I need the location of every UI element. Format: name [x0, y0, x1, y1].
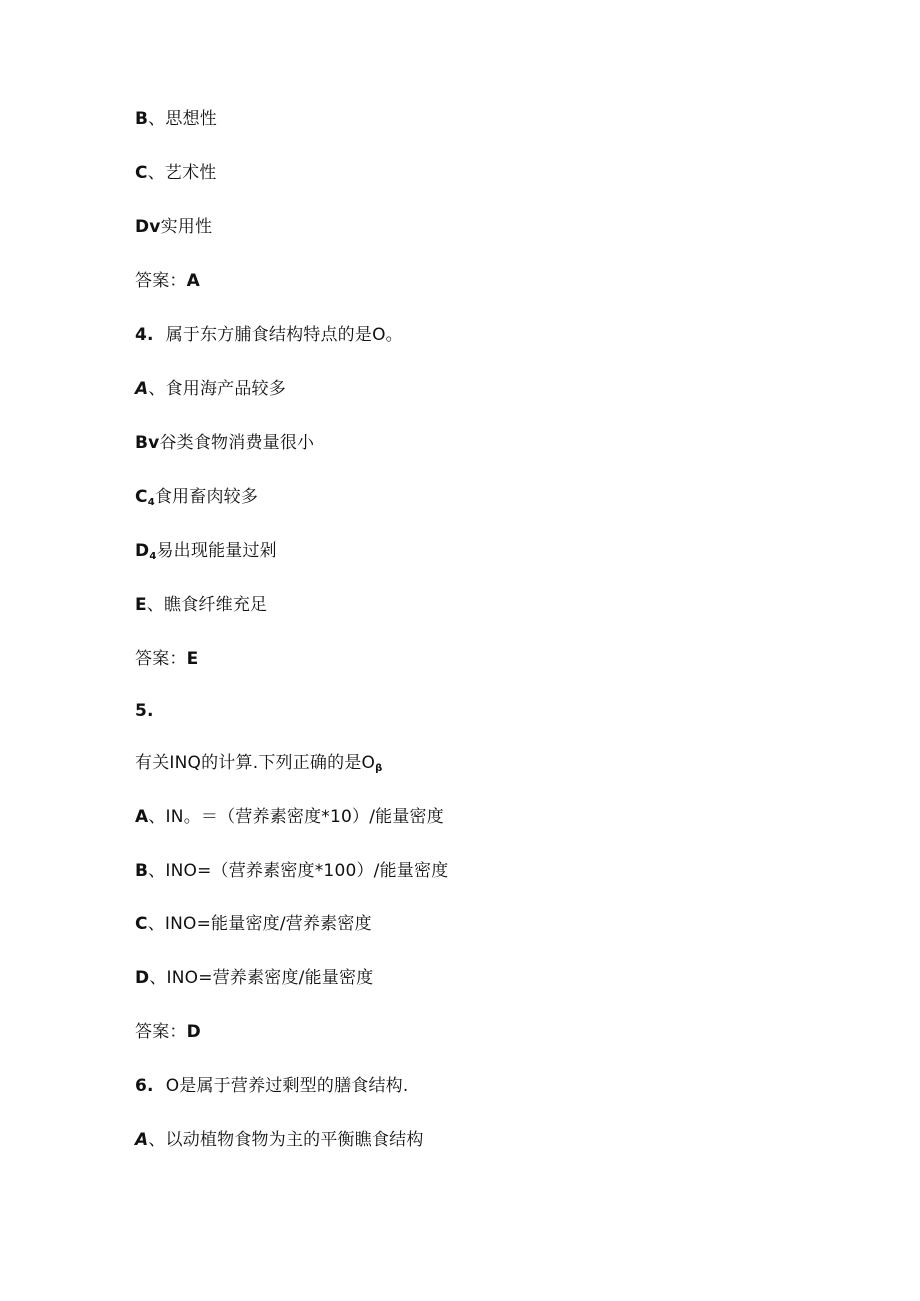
- option-label: A: [135, 807, 149, 827]
- question-text: 有关INQ的计算.下列正确的是O: [135, 753, 376, 773]
- option-a-line: [135, 806, 444, 828]
- option-label: A: [135, 379, 149, 399]
- option-b-line: [135, 108, 217, 130]
- option-label: Bv: [135, 433, 160, 453]
- option-label: C: [135, 487, 148, 507]
- option-d-line: [135, 967, 373, 989]
- answer-value: D: [186, 1022, 201, 1042]
- option-text: 、INO=（营养素密度*100）/能量密度: [148, 861, 449, 881]
- option-text: 、以动植物食物为主的平衡瞧食结构: [148, 1130, 424, 1150]
- question-number: 6.: [135, 1076, 154, 1096]
- question-5-number-line: [135, 700, 154, 722]
- question-text: 属于东方脯食结构特点的是O。: [165, 325, 403, 345]
- option-label: C: [135, 163, 148, 183]
- answer-label: 答案：: [135, 1022, 187, 1042]
- option-text: 、IN。＝（营养素密度*10）/能量密度: [148, 807, 444, 827]
- question-subscript: β: [375, 763, 383, 774]
- option-c-line: [135, 913, 372, 935]
- answer-label: 答案：: [135, 649, 187, 669]
- question-number: 4.: [135, 325, 154, 345]
- option-text: 易出现能量过剁: [156, 541, 277, 561]
- option-label: D: [135, 541, 150, 561]
- option-text: 实用性: [160, 217, 213, 237]
- answer-line: [135, 270, 200, 292]
- option-label: Dv: [135, 217, 161, 237]
- option-c-line: [135, 486, 258, 514]
- option-label: A: [135, 1130, 149, 1150]
- question-number: 5.: [135, 701, 154, 721]
- option-label: B: [135, 861, 149, 881]
- option-text: 、艺术性: [147, 163, 217, 183]
- option-text: 、INO=营养素密度/能量密度: [149, 968, 374, 988]
- option-subscript: 4: [147, 497, 155, 508]
- option-text: 食用畜肉较多: [154, 487, 259, 507]
- option-text: 、INO=能量密度/营养素密度: [147, 914, 372, 934]
- option-subscript: 4: [149, 551, 157, 562]
- answer-line: [135, 648, 198, 670]
- option-b-line: [135, 860, 448, 882]
- option-label: E: [135, 595, 147, 615]
- option-d-line: [135, 540, 277, 568]
- option-label: B: [135, 109, 149, 129]
- option-b-line: [135, 432, 314, 454]
- question-5-line: [135, 752, 382, 780]
- option-a-line: [135, 378, 286, 400]
- option-e-line: [135, 594, 267, 616]
- option-d-line: [135, 216, 212, 238]
- option-a-line: [135, 1129, 424, 1151]
- option-label: C: [135, 914, 148, 934]
- question-text: O是属于营养过剩型的膳食结构.: [165, 1076, 409, 1096]
- option-text: 、瞧食纤维充足: [146, 595, 268, 615]
- option-text: 、食用海产品较多: [148, 379, 286, 399]
- option-text: 谷类食物消费量很小: [159, 433, 315, 453]
- answer-label: 答案：: [135, 271, 187, 291]
- question-6-line: [135, 1075, 408, 1097]
- answer-line: [135, 1021, 201, 1043]
- option-label: D: [135, 968, 150, 988]
- option-c-line: [135, 162, 217, 184]
- answer-value: A: [186, 271, 200, 291]
- answer-value: E: [186, 649, 199, 669]
- question-4-line: [135, 324, 403, 346]
- option-text: 、思想性: [148, 109, 217, 129]
